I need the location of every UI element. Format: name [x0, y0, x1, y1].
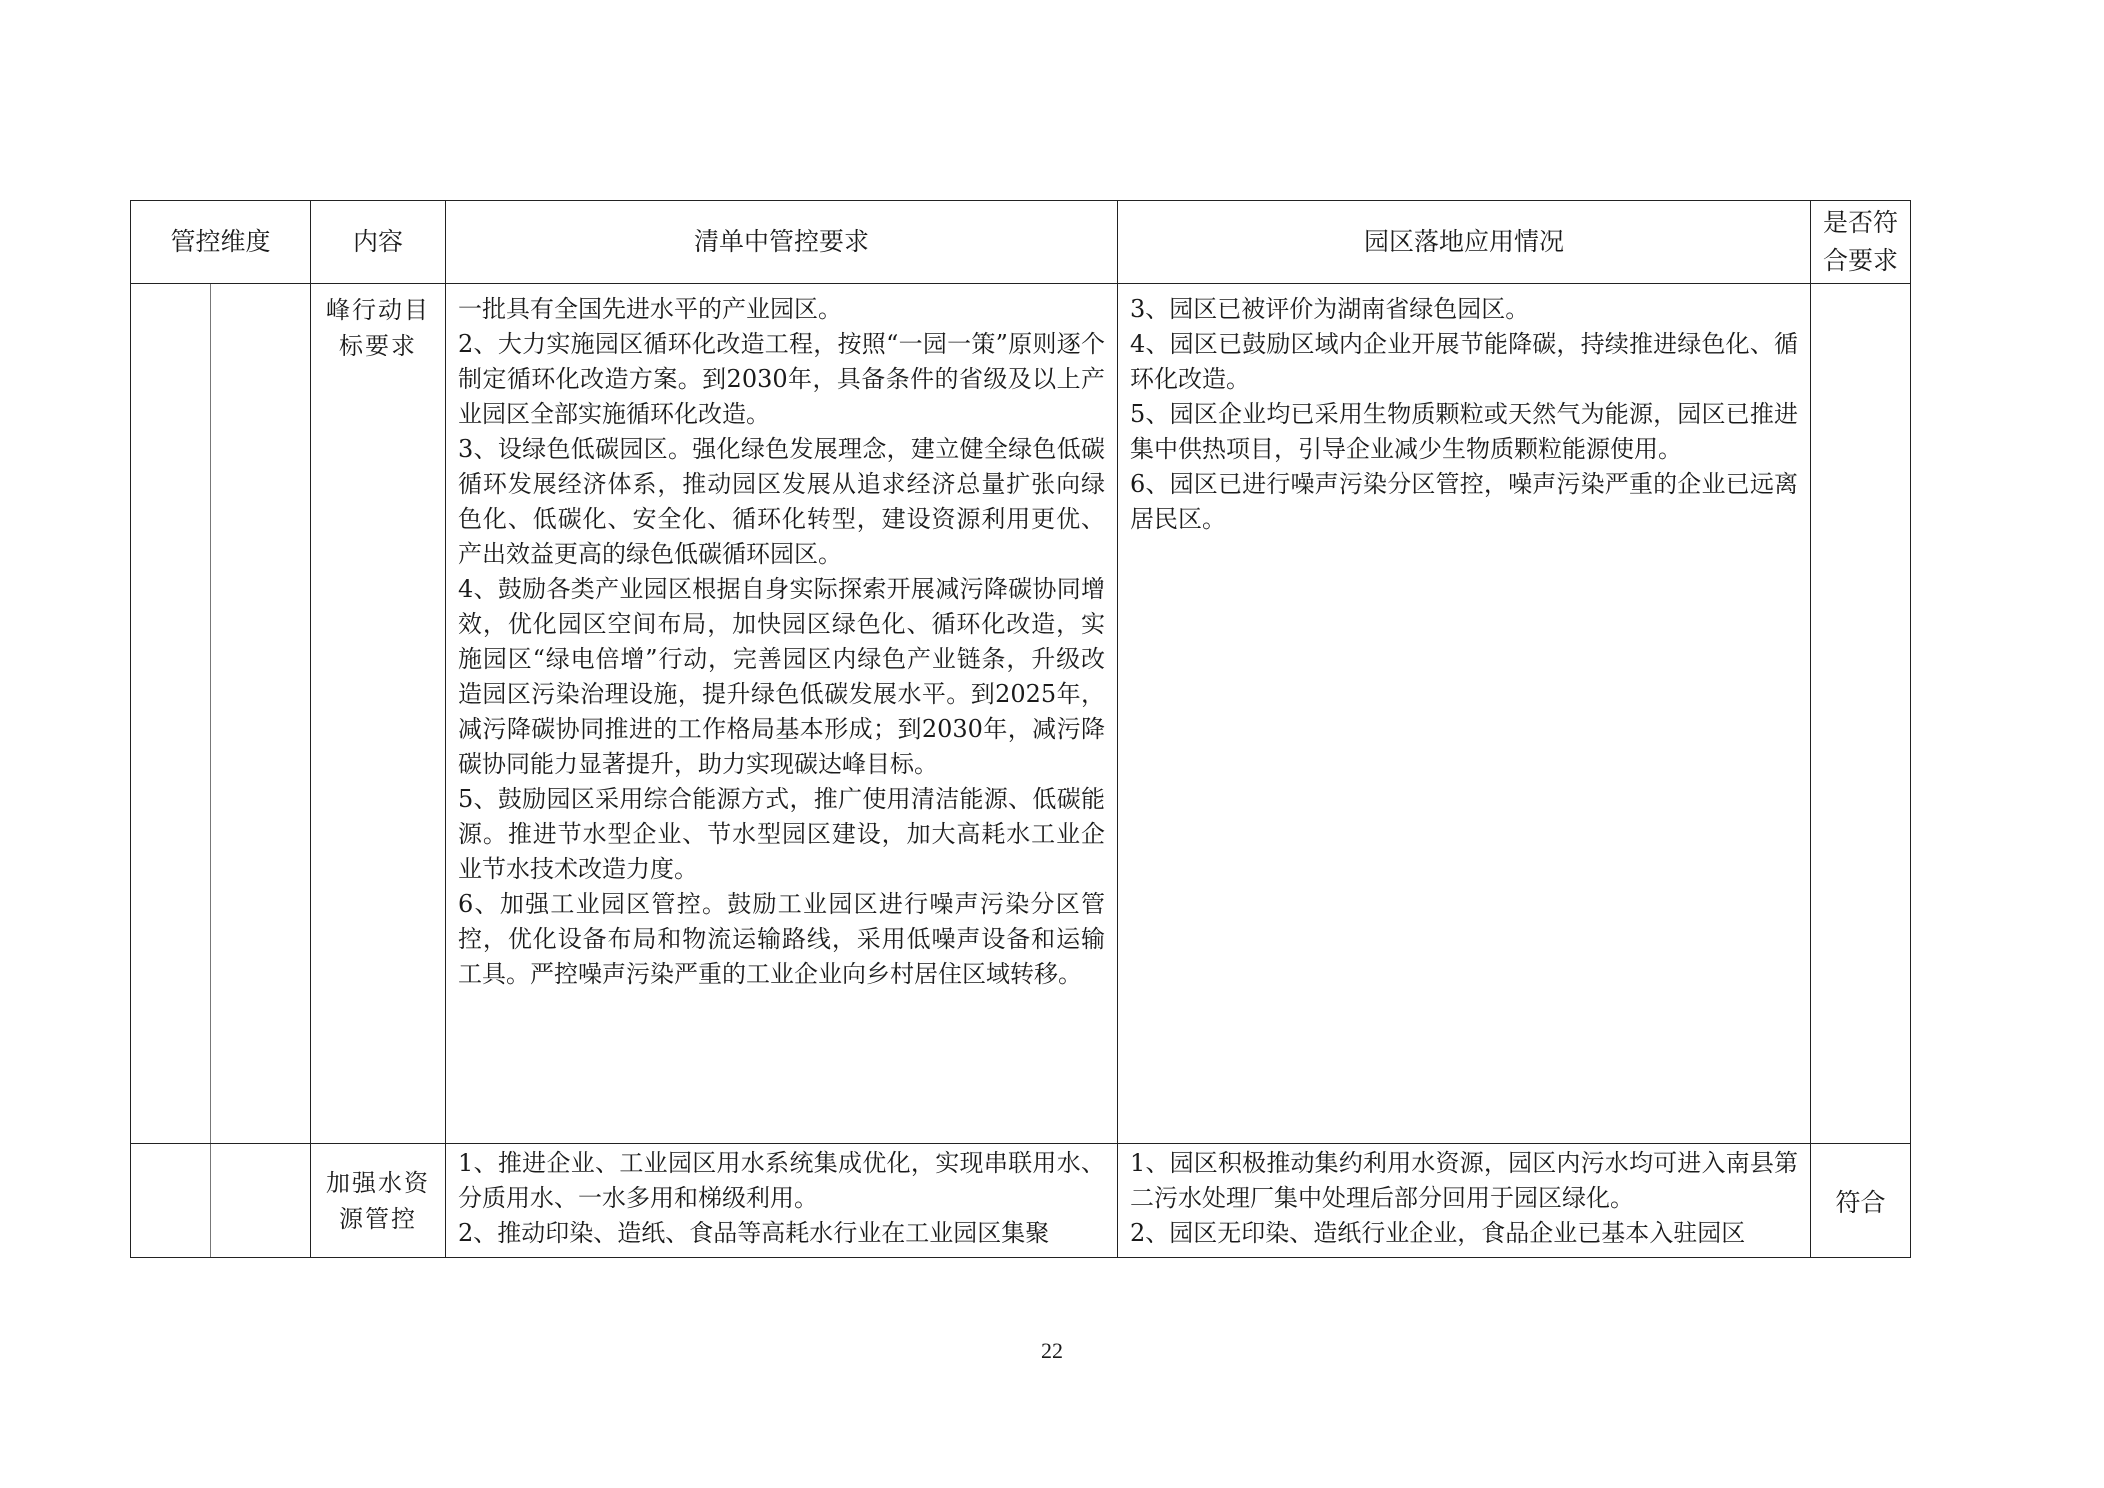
table-row: [131, 1144, 1911, 1258]
application-cell: [1118, 1144, 1811, 1258]
content-cell: [311, 284, 446, 1144]
header-content: 内容: [311, 201, 446, 284]
application-item: 3、园区已被评价为湖南省绿色园区。: [1130, 295, 1530, 323]
requirements-cell: [446, 1144, 1118, 1258]
dimension-cell-b: [211, 1144, 311, 1258]
content-label-line2: 标要求: [339, 332, 418, 360]
application-item: 4、园区已鼓励区域内企业开展节能降碳，持续推进绿色化、循环化改造。: [1130, 330, 1799, 393]
page-number: 22: [1041, 1338, 1063, 1363]
content-label-line2: 源管控: [339, 1204, 418, 1233]
application-item: 5、园区企业均已采用生物质颗粒或天然气为能源，园区已推进集中供热项目，引导企业减少生物质颗粒能源使用。: [1130, 400, 1799, 463]
requirement-item: 2、推动印染、造纸、食品等高耗水行业在工业园区集聚: [458, 1219, 1050, 1247]
content-label-line1: 峰行动目: [326, 296, 431, 324]
requirement-item: 2、大力实施园区循环化改造工程，按照“一园一策”原则逐个制定循环化改造方案。到2030年，具备条件的省级及以上产业园区全部实施循环化改造。: [458, 330, 1106, 428]
requirement-item: 4、鼓励各类产业园区根据自身实际探索开展减污降碳协同增效，优化园区空间布局，加快园区绿色化、循环化改造，实施园区“绿电倍增”行动，完善园区内绿色产业链条，升级改造园区污染治理设施，提升绿色低碳发展水平。到2025年，减污降碳协同推进的工作格局基本形成；到2030年，减污降碳协同能力显著提升，助力实现碳达峰目标。: [458, 575, 1106, 778]
requirement-item: 3、设绿色低碳园区。强化绿色发展理念，建立健全绿色低碳循环发展经济体系，推动园区发展从追求经济总量扩张向绿色化、低碳化、安全化、循环化转型，建设资源利用更优、产出效益更高的绿色低碳循环园区。: [458, 435, 1106, 568]
header-requirements: 清单中管控要求: [446, 201, 1118, 284]
requirements-cell: [446, 284, 1118, 1144]
application-item: 1、园区积极推动集约利用水资源，园区内污水均可进入南县第二污水处理厂集中处理后部分回用于园区绿化。: [1130, 1149, 1799, 1212]
table-header-row: [131, 201, 1911, 284]
content-cell: [311, 1144, 446, 1258]
dimension-cell-a: [131, 1144, 211, 1258]
control-requirements-table: [130, 200, 1911, 1258]
dimension-cell-a: [131, 284, 211, 1144]
requirement-item: 一批具有全国先进水平的产业园区。: [458, 295, 843, 323]
content-label-line1: 加强水资: [326, 1168, 431, 1197]
header-application: 园区落地应用情况: [1118, 201, 1811, 284]
application-item: 2、园区无印染、造纸行业企业，食品企业已基本入驻园区: [1130, 1219, 1746, 1247]
requirement-item: 5、鼓励园区采用综合能源方式，推广使用清洁能源、低碳能源。推进节水型企业、节水型园区建设，加大高耗水工业企业节水技术改造力度。: [458, 785, 1106, 883]
requirement-item: 6、加强工业园区管控。鼓励工业园区进行噪声污染分区管控，优化设备布局和物流运输路线，采用低噪声设备和运输工具。严控噪声污染严重的工业企业向乡村居住区域转移。: [458, 890, 1106, 988]
header-dimension: 管控维度: [131, 201, 311, 284]
requirement-item: 1、推进企业、工业园区用水系统集成优化，实现串联用水、分质用水、一水多用和梯级利用。: [458, 1149, 1106, 1212]
compliance-cell: [1811, 284, 1911, 1144]
compliance-cell: 符合: [1811, 1144, 1911, 1258]
dimension-cell-b: [211, 284, 311, 1144]
application-item: 6、园区已进行噪声污染分区管控，噪声污染严重的企业已远离居民区。: [1130, 470, 1799, 533]
header-compliance: [1811, 201, 1911, 284]
application-cell: [1118, 284, 1811, 1144]
table-row: [131, 284, 1911, 1144]
header-compliance-line2: 合要求: [1823, 246, 1899, 275]
header-compliance-line1: 是否符: [1823, 208, 1899, 237]
